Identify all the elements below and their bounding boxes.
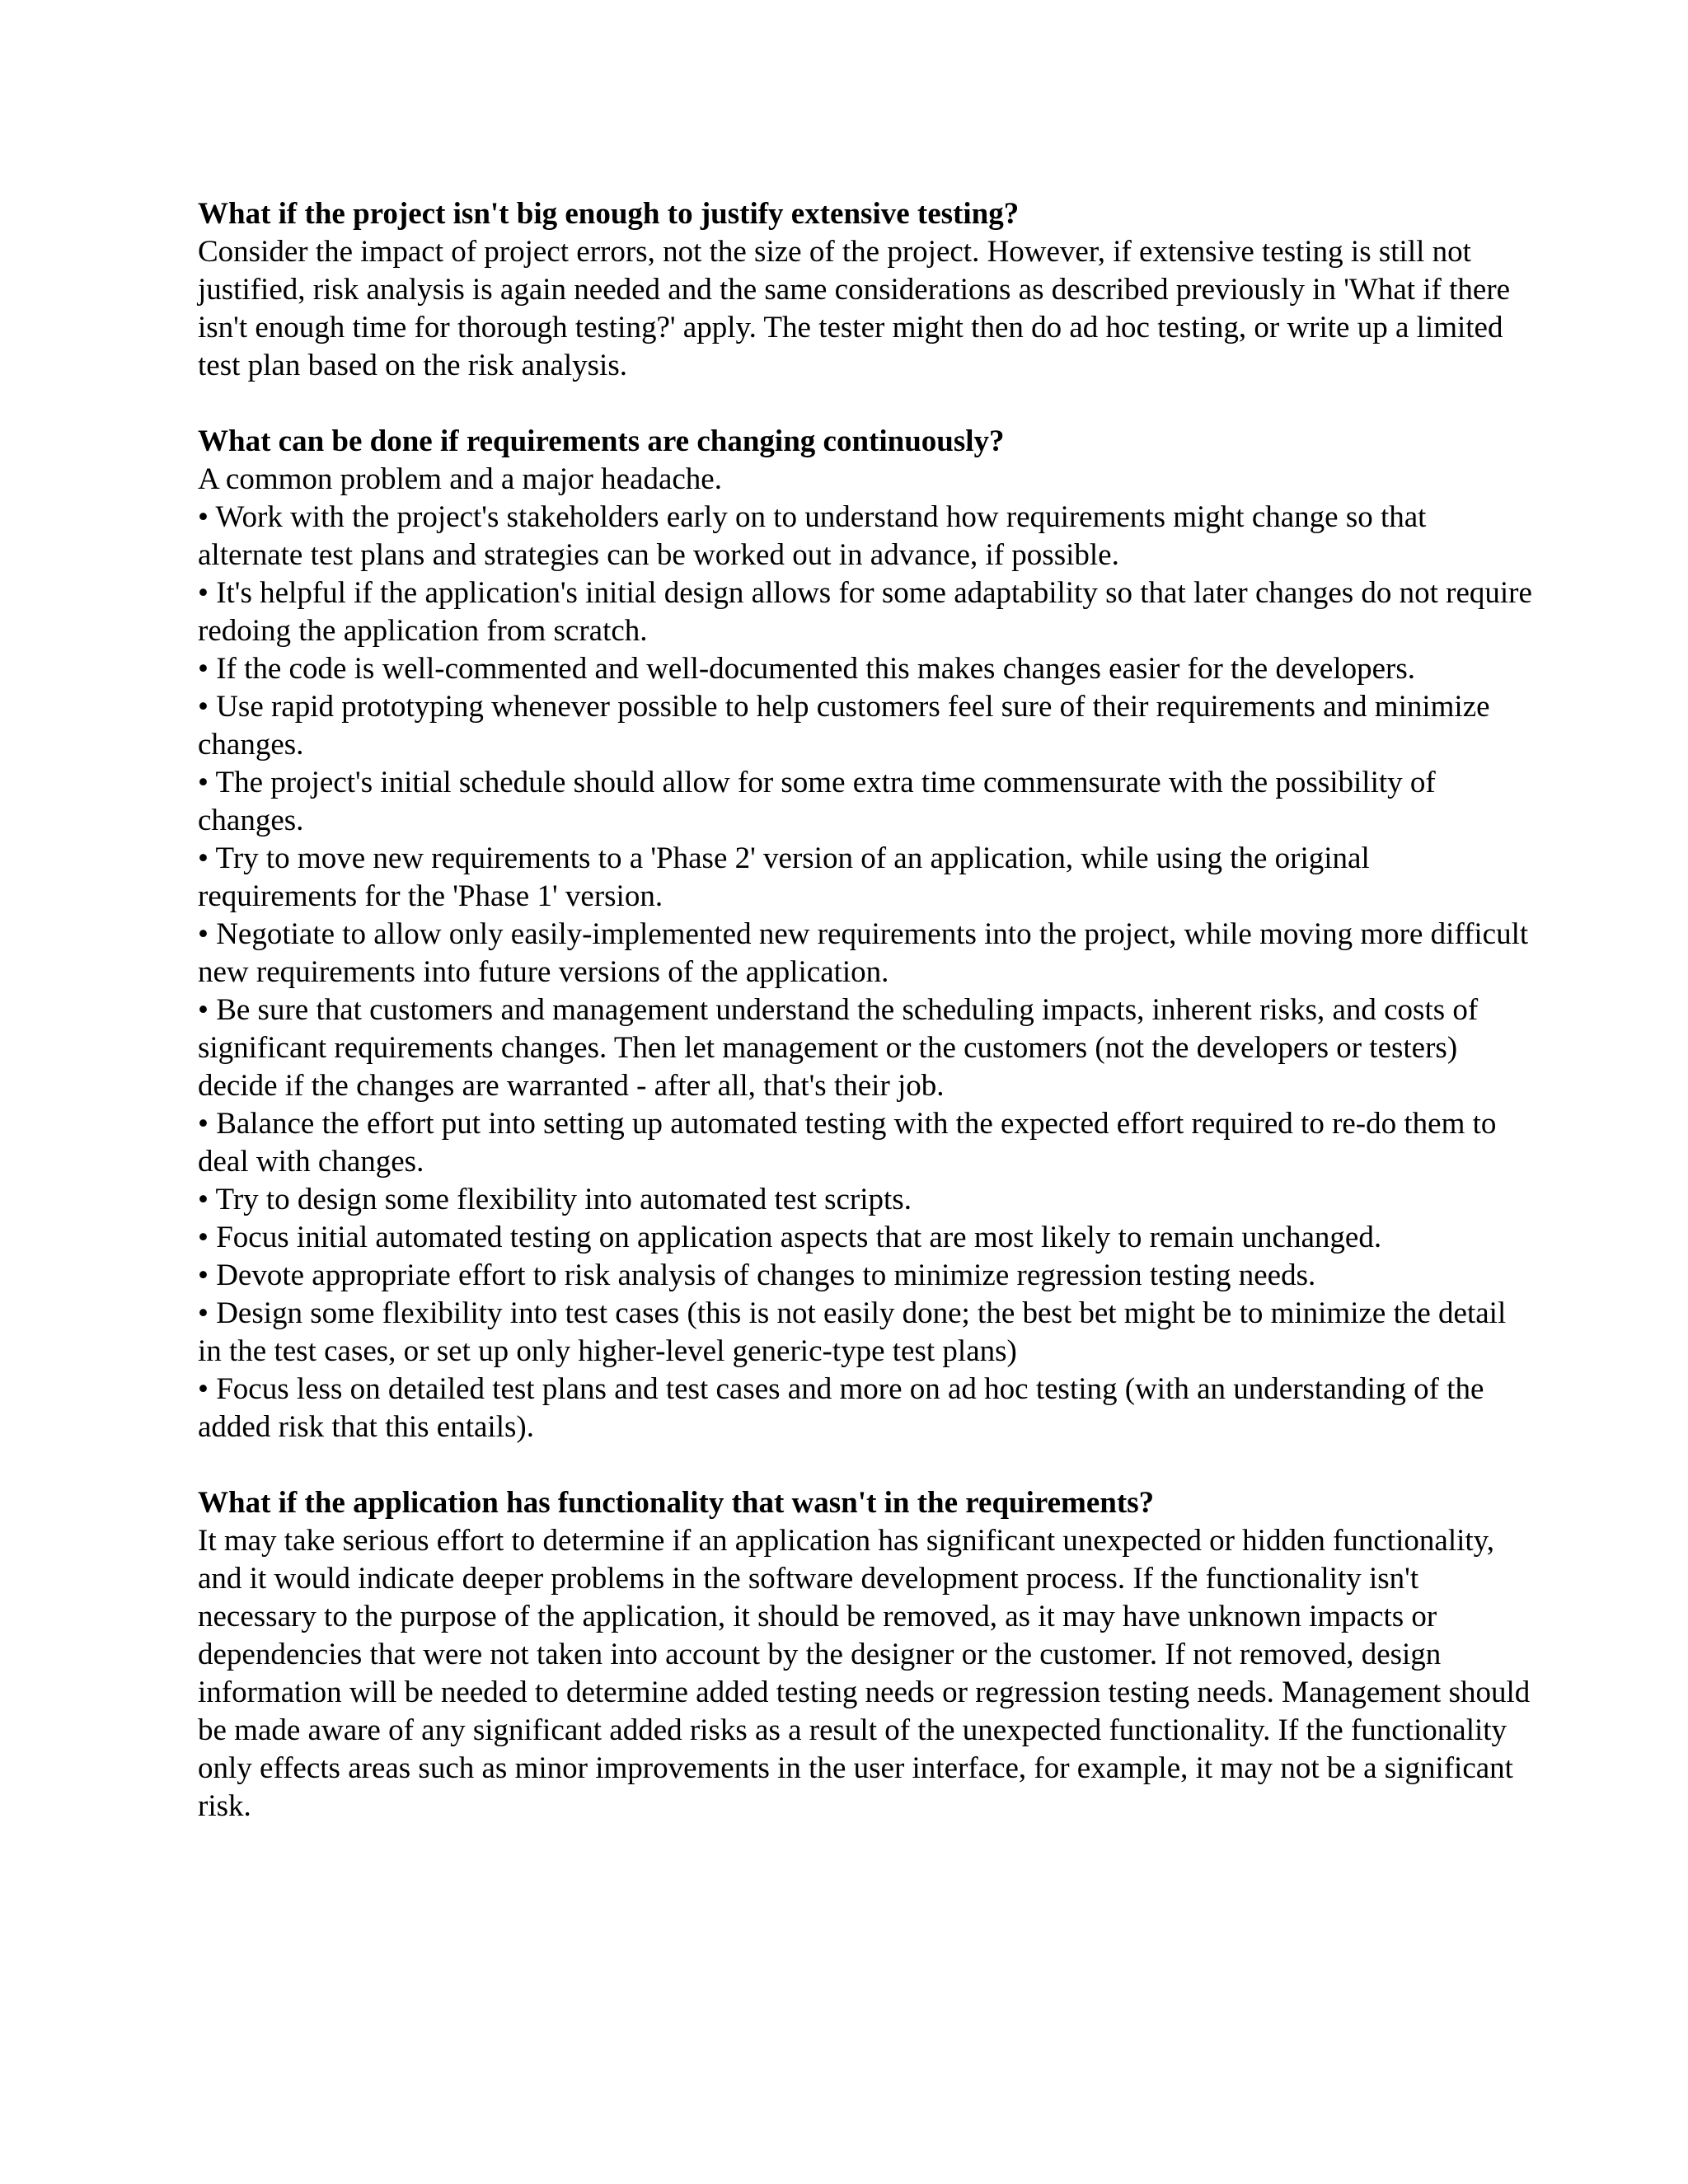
list-item: • Focus initial automated testing on application aspects that are most likely to remain unchanged. [198, 1221, 1382, 1254]
section-heading: What if the application has functionality that wasn't in the requirements? [198, 1486, 1155, 1520]
section-heading: What can be done if requirements are changing continuously? [198, 424, 1005, 458]
list-item: • Devote appropriate effort to risk analysis of changes to minimize regression testing needs. [198, 1258, 1316, 1292]
list-item: • Focus less on detailed test plans and test cases and more on ad hoc testing (with an understanding of the added risk that this entails). [198, 1372, 1484, 1444]
list-item: • Work with the project's stakeholders early on to understand how requirements might change so that alternate test plans and strategies can be worked out in advance, if possible. [198, 500, 1427, 572]
section-small-project [198, 195, 1533, 385]
list-item: • Balance the effort put into setting up automated testing with the expected effort required to re-do them to deal with changes. [198, 1107, 1497, 1179]
section-body: Consider the impact of project errors, not the size of the project. However, if extensive testing is still not justified, risk analysis is again needed and the same considerations as described previously in 'What if there isn't enough time for thorough testing?' apply. The tester might then do ad hoc testing, or write up a limited test plan based on the risk analysis. [198, 235, 1511, 382]
list-item: • Design some flexibility into test cases (this is not easily done; the best bet might be to minimize the detail in the test cases, or set up only higher-level generic-type test plans) [198, 1296, 1507, 1368]
section-body: It may take serious effort to determine if an application has significant unexpected or hidden functionality, and it would indicate deeper problems in the software development process. If the functionality isn't necessary to the purpose of the application, it should be removed, as it may have unknown impacts or dependencies that were not taken into account by the designer or the customer. If not removed, design information will be needed to determine added testing needs or regression testing needs. Management should be made aware of any significant added risks as a result of the unexpected functionality. If the functionality only effects areas such as minor improvements in the user interface, for example, it may not be a significant risk. [198, 1524, 1531, 1823]
document-page [198, 195, 1533, 1863]
list-item: • Try to design some flexibility into automated test scripts. [198, 1183, 912, 1216]
list-item: • It's helpful if the application's initial design allows for some adaptability so that later changes do not require redoing the application from scratch. [198, 576, 1532, 648]
list-item: • If the code is well-commented and well-documented this makes changes easier for the developers. [198, 652, 1416, 686]
list-item: • Be sure that customers and management understand the scheduling impacts, inherent risks, and costs of significant requirements changes. Then let management or the customers (not the developers or testers) decide if the changes are warranted - after all, that's their job. [198, 993, 1479, 1103]
section-changing-requirements [198, 423, 1533, 1446]
section-extra-functionality [198, 1484, 1533, 1825]
bullet-list [198, 499, 1533, 1446]
section-heading: What if the project isn't big enough to justify extensive testing? [198, 197, 1020, 231]
list-item: • Try to move new requirements to a 'Phase 2' version of an application, while using the original requirements for the 'Phase 1' version. [198, 841, 1370, 913]
section-intro: A common problem and a major headache. [198, 462, 722, 496]
list-item: • Negotiate to allow only easily-implemented new requirements into the project, while moving more difficult new requirements into future versions of the application. [198, 917, 1529, 989]
list-item: • Use rapid prototyping whenever possible to help customers feel sure of their requirements and minimize changes. [198, 690, 1490, 762]
list-item: • The project's initial schedule should allow for some extra time commensurate with the possibility of changes. [198, 766, 1436, 837]
